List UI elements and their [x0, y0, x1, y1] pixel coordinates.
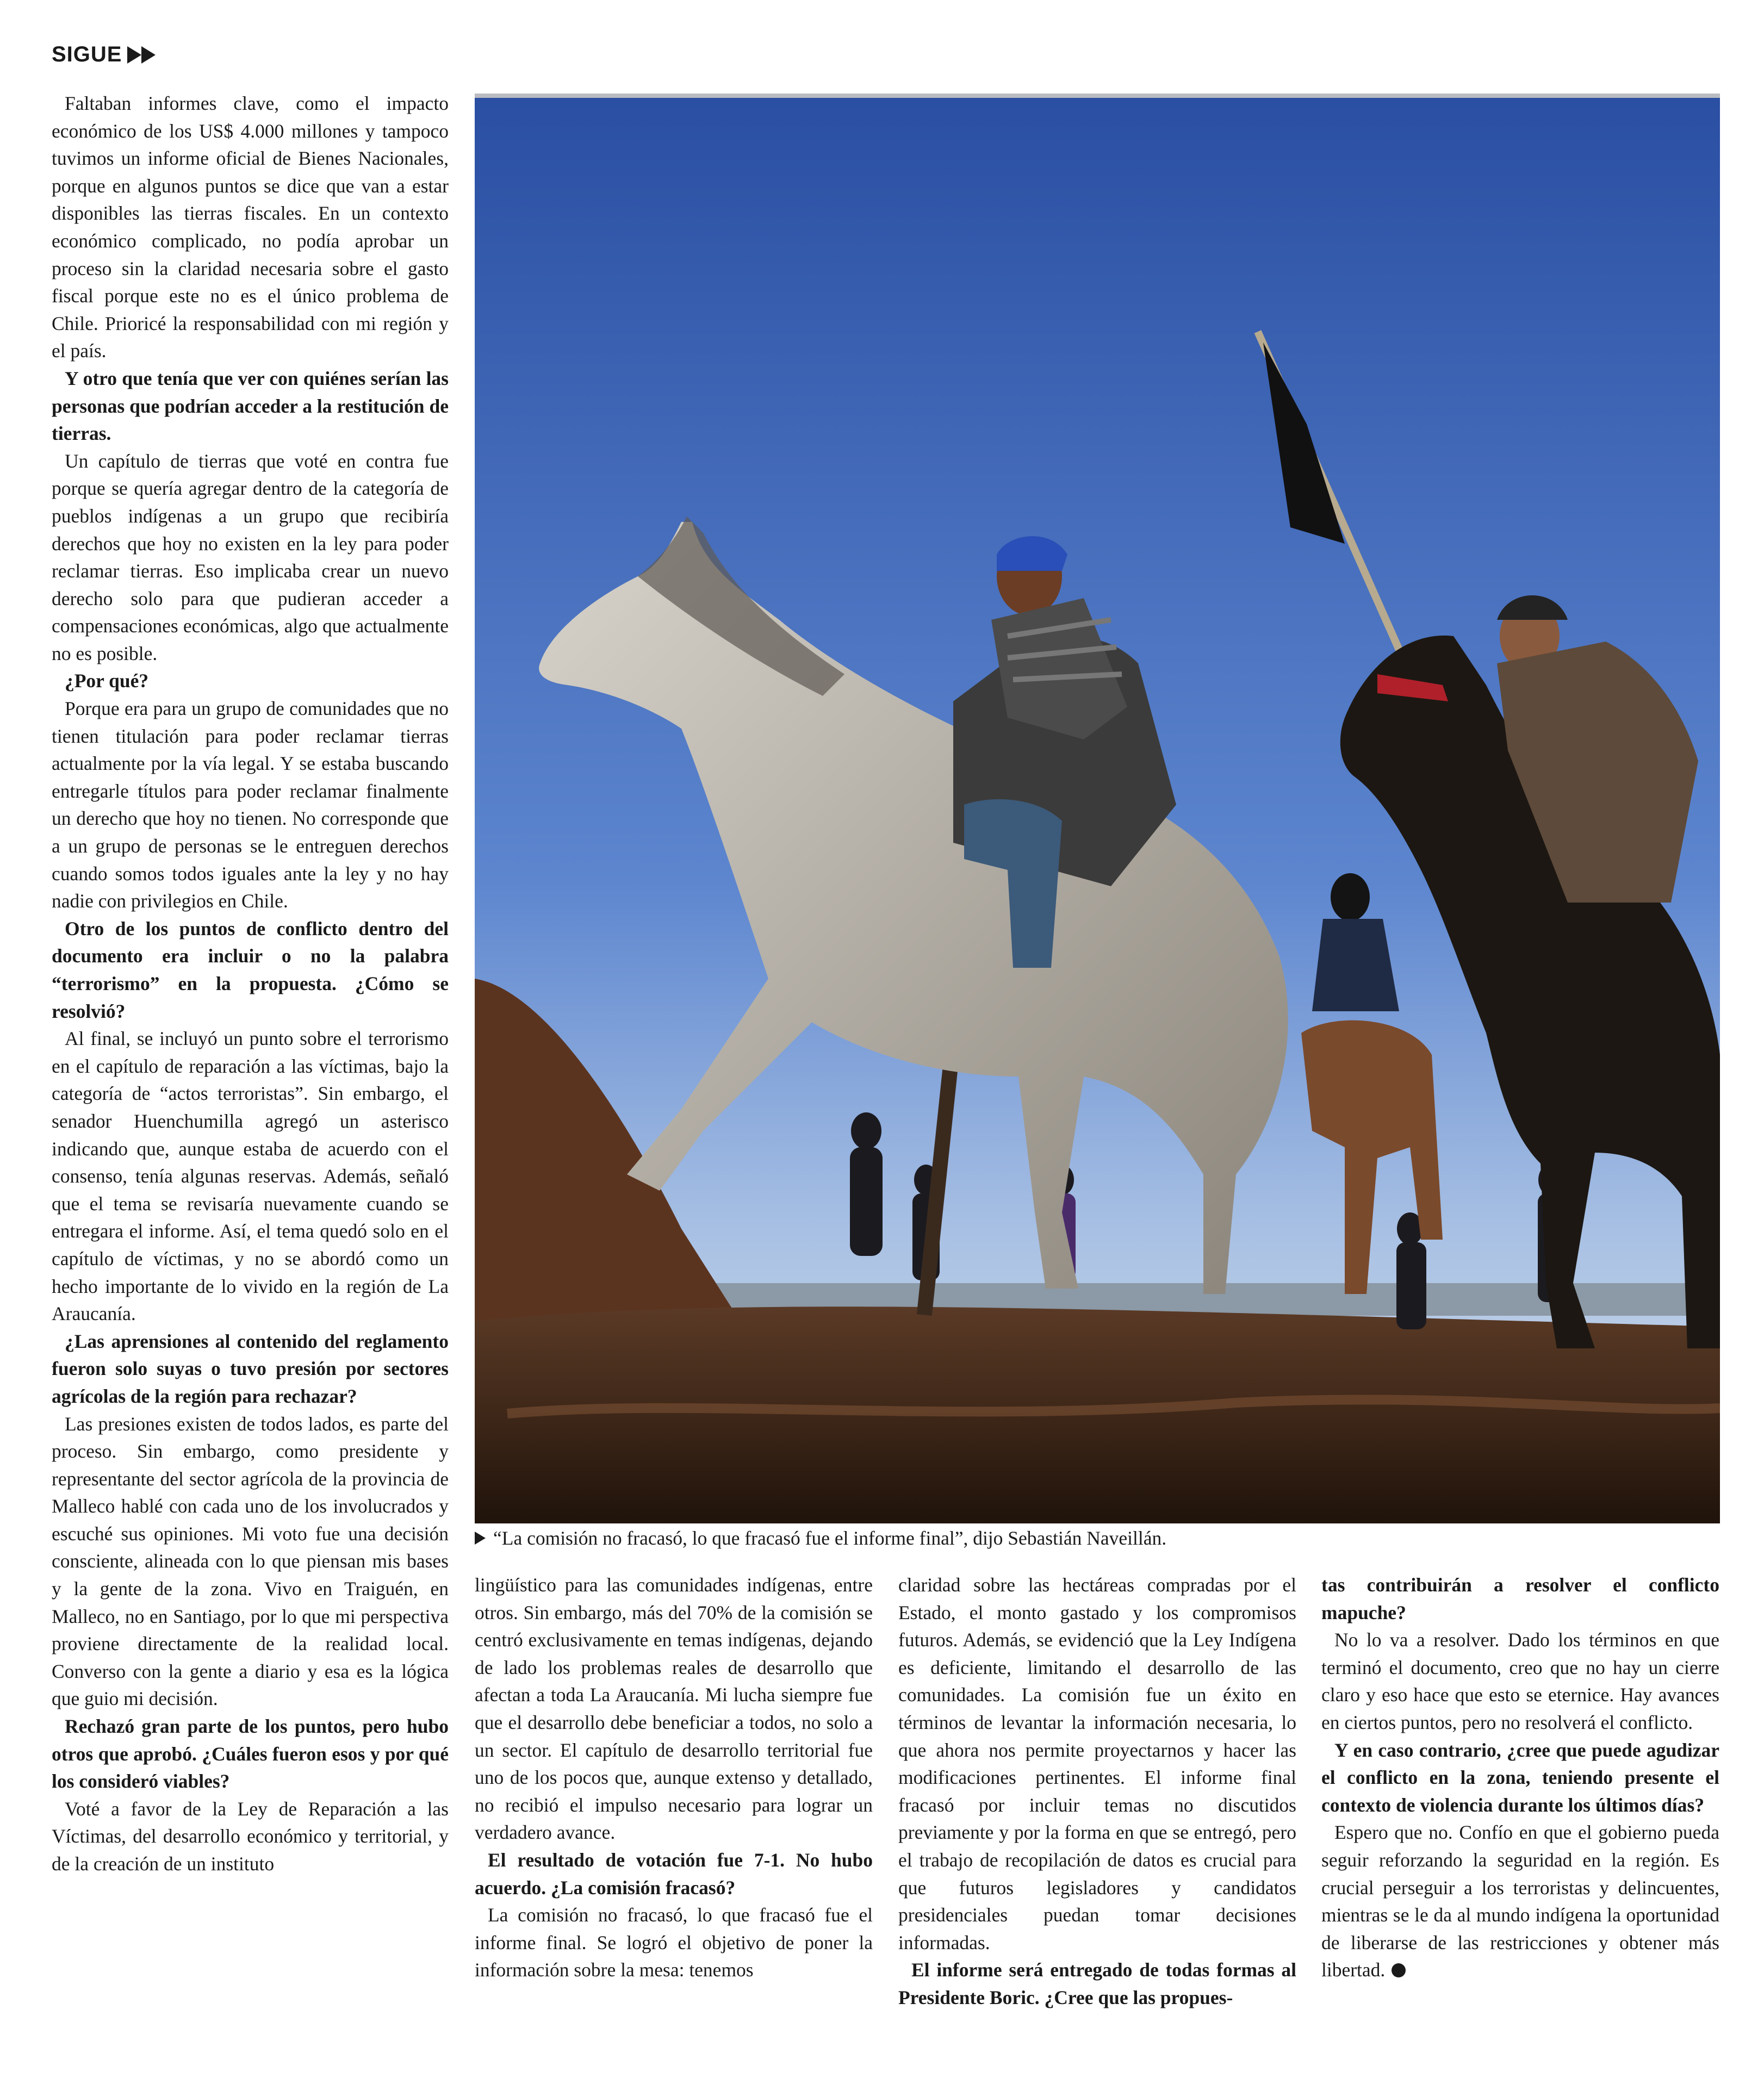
question-paragraph: Rechazó gran parte de los puntos, pero hubo otros que aprobó. ¿Cuáles fueron esos y por qué los consideró viables? — [52, 1715, 449, 1793]
article-column-2 — [475, 1571, 873, 2044]
question-paragraph: ¿Las aprensiones al contenido del reglamento fueron solo suyas o tuvo presión por sectores agrícolas de la región para rechazar? — [52, 1330, 449, 1407]
question-paragraph: Y en caso contrario, ¿cree que puede agudizar el conflicto en la zona, teniendo presente el contexto de violencia durante los últimos días? — [1321, 1739, 1719, 1816]
answer-paragraph: Un capítulo de tierras que voté en contra fue porque se quería agregar dentro de la categoría de pueblos indígenas a un grupo que recibiría derechos que hoy no existen en la ley para poder reclamar tierras. Eso implicaba crear un nuevo derecho solo para que pudieran acceder a compensaciones económicas, algo que actualmente no es posible. — [52, 450, 449, 664]
question-paragraph: Otro de los puntos de conflicto dentro del documento era incluir o no la palabra “terrorismo” en la propuesta. ¿Cómo se resolvió? — [52, 917, 449, 1022]
article-column-3 — [898, 1571, 1296, 2044]
end-of-article-dot-icon — [1392, 1963, 1406, 1977]
caption-arrow-icon — [475, 1532, 486, 1545]
kicker — [52, 42, 156, 67]
question-paragraph: El resultado de votación fue 7-1. No hubo acuerdo. ¿La comisión fracasó? — [475, 1849, 873, 1899]
answer-paragraph: La comisión no fracasó, lo que fracasó fue el informe final. Se logró el objetivo de poner la información sobre la mesa: tenemos — [475, 1904, 873, 1981]
question-paragraph: ¿Por qué? — [65, 670, 149, 692]
photo — [475, 94, 1720, 1523]
question-paragraph: El informe será entregado de todas formas al Presidente Boric. ¿Cree que las propues- — [898, 1959, 1296, 2008]
continued-paragraph: claridad sobre las hectáreas compradas por el Estado, el monto gastado y los compromisos futuros. Además, se evidenció que la Ley Indígena es deficiente, limitando el desarrollo de las comunidades. La comisión fue un éxito en términos de levantar la información necesaria, lo que ahora nos permite proyectarnos y hacer las modificaciones pertinentes. El informe final fracasó por incluir temas no discutidos previamente y por la forma en que se entregó, pero el trabajo de recopilación de datos es crucial para que futuros legisladores y candidatos presidenciales puedan tomar decisiones informadas. — [898, 1574, 1296, 1953]
article-column-4 — [1321, 1571, 1719, 2044]
continued-paragraph: lingüístico para las comunidades indígenas, entre otros. Sin embargo, más del 70% de la comisión se centró exclusivamente en temas indígenas, dejando de lado los problemas reales de desarrollo que afectan a toda La Araucanía. Mi lucha siempre fue que el desarrollo debe beneficiar a todos, no solo a un sector. El capítulo de desarrollo territorial fue uno de los pocos que, aunque extenso y detallado, no recibió el impulso necesario para lograr un verdadero avance. — [475, 1574, 873, 1844]
article-column-1 — [52, 90, 449, 2047]
answer-paragraph: No lo va a resolver. Dado los términos en que terminó el documento, creo que no hay un cierre claro y eso hace que esto se eternice. Hay avances en ciertos puntos, pero no resolverá el conflicto. — [1321, 1629, 1719, 1733]
double-arrow-icon — [127, 46, 156, 64]
photo-caption — [475, 1525, 1720, 1551]
final-answer-text: Espero que no. Confío en que el gobierno pueda seguir reforzando la seguridad en la región. Es crucial perseguir a los terroristas y delincuentes, mientras se le da al mundo indígena la oportunidad de liberarse de las restricciones y obtener más libertad. — [1321, 1821, 1719, 1981]
answer-paragraph: Al final, se incluyó un punto sobre el terrorismo en el capítulo de reparación a las víctimas, bajo la categoría de “actos terroristas”. Sin embargo, el senador Huenchumilla agregó un asterisco indicando que, aunque estaba de acuerdo con el consenso, tenía algunas reservas. Además, señaló que el tema se revisaría nuevamente cuando se entregara el informe. Así, el tema quedó solo en el capítulo de víctimas, y no se abordó como un hecho importante de lo vivido en la región de La Araucanía. — [52, 1028, 449, 1325]
question-continued: tas contribuirán a resolver el conflicto mapuche? — [1321, 1574, 1719, 1623]
horse-riders-photo — [475, 98, 1720, 1523]
answer-paragraph: Voté a favor de la Ley de Reparación a las Víctimas, del desarrollo económico y territorial, y de la creación de un instituto — [52, 1797, 449, 1875]
answer-paragraph: Faltaban informes clave, como el impacto económico de los US$ 4.000 millones y tampoco tuvimos un informe oficial de Bienes Nacionales, porque en algunos puntos se dice que van a estar disponibles las tierras fiscales. En un contexto económico complicado, no podía aprobar un proceso sin la claridad necesaria sobre el gasto fiscal porque este no es el único problema de Chile. Prioricé la responsabilidad con mi región y el país. — [52, 92, 449, 362]
kicker-label: SIGUE — [52, 42, 122, 66]
caption-text: “La comisión no fracasó, lo que fracasó fue el informe final”, dijo Sebastián Naveillán. — [493, 1527, 1167, 1549]
question-paragraph: Y otro que tenía que ver con quiénes serían las personas que podrían acceder a la restitución de tierras. — [52, 367, 449, 445]
answer-paragraph: Las presiones existen de todos lados, es parte del proceso. Sin embargo, como presidente y representante del sector agrícola de la provincia de Malleco hablé con cada uno de los involucrados y escuché sus opiniones. Mi voto fue una decisión consciente, alineada con lo que piensan mis bases y la gente de la zona. Vivo en Traiguén, en Malleco, no en Santiago, por lo que mi perspectiva proviene directamente de la realidad local. Converso con la gente a diario y esa es la lógica que guio mi decisión. — [52, 1413, 449, 1710]
final-answer-paragraph — [1321, 1819, 1719, 1984]
answer-paragraph: Porque era para un grupo de comunidades que no tienen titulación para poder reclamar tierras actualmente por la vía legal. Y se estaba buscando entregarle títulos para poder reclamar finalmente un derecho que hoy no tienen. No corresponde que a un grupo de personas se le entreguen derechos cuando somos todos iguales ante la ley y no hay nadie con privilegios en Chile. — [52, 698, 449, 912]
